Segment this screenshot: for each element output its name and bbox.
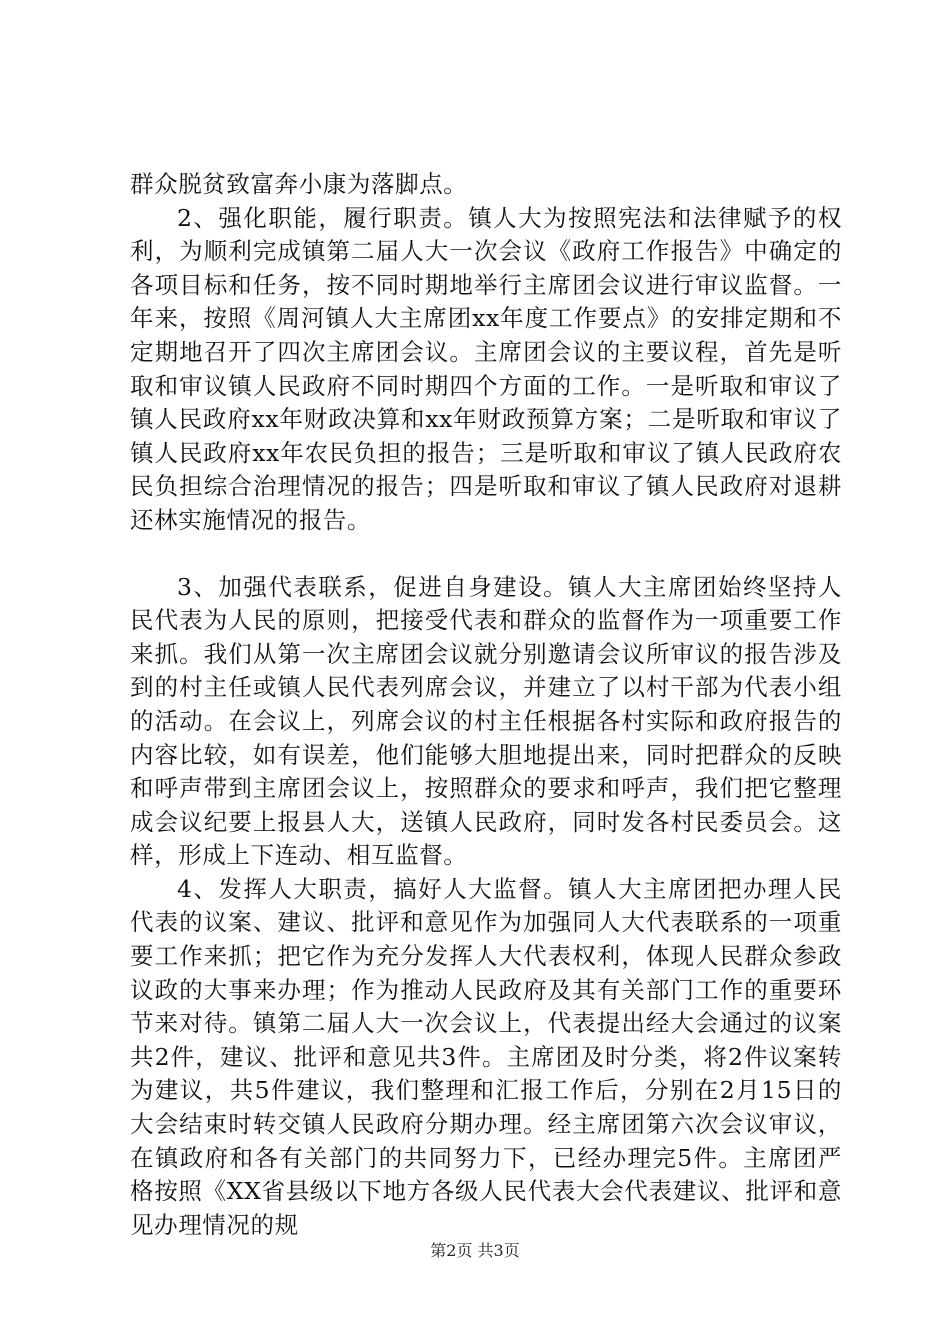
paragraph-item-3: 3、加强代表联系，促进自身建设。镇人大主席团始终坚持人民代表为人民的原则，把接受代表和群众的监督作为一项重要工作来抓。我们从第一次主席团会议就分别邀请会议所审议的报告涉及到的村主任或镇人民代表列席会议，并建立了以村干部为代表小组的活动。在会议上，列席会议的村主任根据各村实际和政府报告的内容比较，如有误差，他们能够大胆地提出来，同时把群众的反映和呼声带到主席团会议上，按照群众的要求和呼声，我们把它整理成会议纪要上报县人大，送镇人民政府，同时发各村民委员会。这样，形成上下连动、相互监督。 (130, 572, 842, 870)
document-body (130, 168, 842, 1242)
paragraph-continuation: 群众脱贫致富奔小康为落脚点。 (130, 170, 468, 198)
page-number-footer: 第2页 共3页 (430, 1241, 520, 1260)
paragraph-item-4: 4、发挥人大职责，搞好人大监督。镇人大主席团把办理人民代表的议案、建议、批评和意见作为加强同人大代表联系的一项重要工作来抓；把它作为充分发挥人大代表权利，体现人民群众参政议政的大事来办理；作为推动人民政府及其有关部门工作的重要环节来对待。镇第二届人大一次会议上，代表提出经大会通过的议案共2件，建议、批评和意见共3件。主席团及时分类，将2件议案转为建议，共5件建议，我们整理和汇报工作后，分别在2月15日的大会结束时转交镇人民政府分期办理。经主席团第六次会议审议，在镇政府和各有关部门的共同努力下，已经办理完5件。主席团严格按照《XX省县级以下地方各级人民代表大会代表建议、批评和意见办理情况的规 (130, 874, 842, 1239)
paragraph-item-2: 2、强化职能，履行职责。镇人大为按照宪法和法律赋予的权利，为顺利完成镇第二届人大一次会议《政府工作报告》中确定的各项目标和任务，按不同时期地举行主席团会议进行审议监督。一年来，按照《周河镇人大主席团xx年度工作要点》的安排定期和不定期地召开了四次主席团会议。主席团会议的主要议程，首先是听取和审议镇人民政府不同时期四个方面的工作。一是听取和审议了镇人民政府xx年财政决算和xx年财政预算方案；二是听取和审议了镇人民政府xx年农民负担的报告；三是听取和审议了镇人民政府农民负担综合治理情况的报告；四是听取和审议了镇人民政府对退耕还林实施情况的报告。 (130, 203, 842, 534)
